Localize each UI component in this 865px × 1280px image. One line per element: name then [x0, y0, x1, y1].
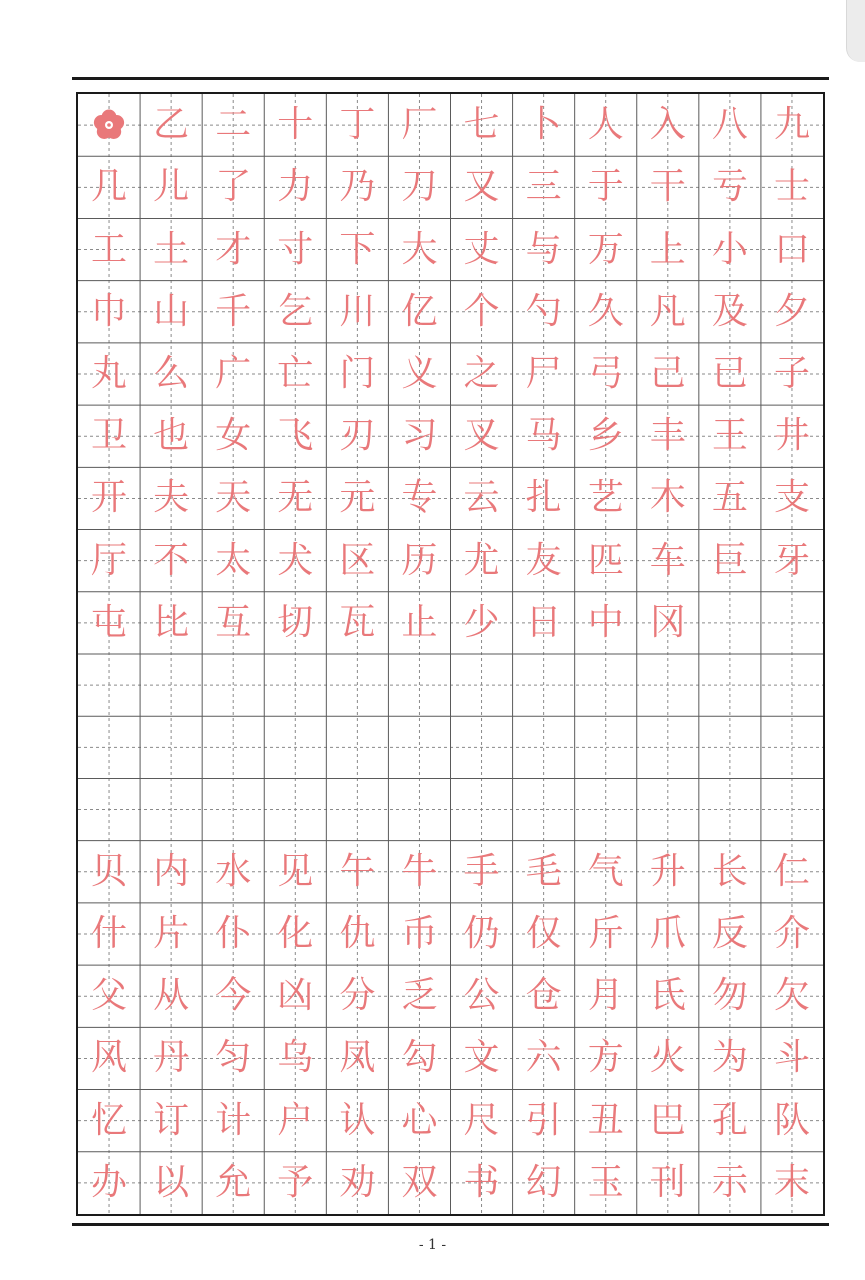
practice-character: 己 — [649, 352, 686, 394]
practice-character: 止 — [401, 601, 438, 643]
practice-character — [699, 654, 761, 716]
practice-character — [699, 778, 761, 840]
practice-character: 见 — [277, 850, 314, 892]
practice-character: 王 — [711, 415, 748, 457]
practice-character: 丰 — [649, 415, 686, 457]
practice-character: 山 — [153, 290, 190, 332]
tianzige-practice-grid — [76, 92, 825, 1216]
practice-character: 凶 — [277, 975, 314, 1017]
practice-character — [264, 778, 326, 840]
practice-character: 于 — [587, 166, 624, 208]
practice-character: 八 — [711, 104, 748, 146]
practice-character — [78, 654, 140, 716]
practice-character: 历 — [401, 539, 438, 581]
practice-character — [575, 778, 637, 840]
practice-character: 夫 — [153, 477, 190, 519]
practice-character: 飞 — [277, 415, 314, 457]
practice-character — [513, 716, 575, 778]
practice-character: 亿 — [401, 290, 438, 332]
practice-character: 双 — [401, 1161, 438, 1203]
practice-character: 土 — [153, 228, 190, 270]
practice-character: 瓦 — [339, 601, 376, 643]
practice-character: 木 — [649, 477, 686, 519]
practice-character — [699, 592, 761, 654]
practice-character: 月 — [587, 975, 624, 1017]
practice-character: 扎 — [525, 477, 562, 519]
practice-character: 从 — [153, 975, 190, 1017]
practice-character: 水 — [215, 850, 252, 892]
practice-character: 了 — [215, 166, 252, 208]
practice-character — [637, 716, 699, 778]
practice-character: 反 — [711, 912, 748, 954]
practice-character: 父 — [91, 975, 128, 1017]
practice-character: 午 — [339, 850, 376, 892]
practice-character: 尺 — [463, 1099, 500, 1141]
practice-character: 长 — [711, 850, 748, 892]
practice-character — [451, 654, 513, 716]
practice-character: 切 — [277, 601, 314, 643]
practice-character: 末 — [773, 1161, 810, 1203]
practice-character: 仓 — [525, 975, 562, 1017]
practice-character — [761, 654, 823, 716]
page-number: - 1 - — [418, 1237, 447, 1253]
practice-character: 示 — [711, 1161, 748, 1203]
practice-character: 斗 — [773, 1037, 810, 1079]
practice-character: 尸 — [525, 352, 562, 394]
practice-character: 友 — [525, 539, 562, 581]
practice-character: 个 — [463, 290, 500, 332]
viewer-edge-tab — [846, 0, 865, 62]
practice-character: 习 — [401, 415, 438, 457]
practice-character: 上 — [649, 228, 686, 270]
practice-character: 气 — [587, 850, 624, 892]
practice-character: 义 — [401, 352, 438, 394]
practice-character — [575, 716, 637, 778]
practice-character: 冈 — [649, 601, 686, 643]
practice-character: 巨 — [711, 539, 748, 581]
practice-character — [140, 716, 202, 778]
practice-character: 无 — [277, 477, 314, 519]
practice-character — [326, 654, 388, 716]
practice-character: 工 — [91, 228, 128, 270]
practice-character: 三 — [525, 166, 562, 208]
practice-character: 及 — [711, 290, 748, 332]
practice-character — [699, 716, 761, 778]
practice-character — [388, 778, 450, 840]
practice-character: 么 — [153, 352, 190, 394]
practice-character: 仁 — [773, 850, 810, 892]
practice-character: 七 — [463, 104, 500, 146]
practice-character: 丹 — [153, 1037, 190, 1079]
practice-character: 十 — [277, 104, 314, 146]
practice-character: 刃 — [339, 415, 376, 457]
practice-character: 子 — [773, 352, 810, 394]
practice-character: 九 — [773, 104, 810, 146]
practice-character: 车 — [649, 539, 686, 581]
practice-character: 仅 — [525, 912, 562, 954]
practice-character: 牙 — [773, 539, 810, 581]
practice-character: 女 — [215, 415, 252, 457]
practice-character: 尤 — [463, 539, 500, 581]
practice-character: 引 — [525, 1099, 562, 1141]
practice-character: 小 — [711, 228, 748, 270]
practice-character: 勿 — [711, 975, 748, 1017]
practice-character: 乞 — [277, 290, 314, 332]
practice-character: 少 — [463, 601, 500, 643]
practice-character: 内 — [153, 850, 190, 892]
practice-character: 马 — [525, 415, 562, 457]
practice-character: 卫 — [91, 415, 128, 457]
practice-character: 天 — [215, 477, 252, 519]
practice-character — [78, 716, 140, 778]
practice-character: 干 — [649, 166, 686, 208]
practice-character: 忆 — [91, 1099, 128, 1141]
practice-character: 牛 — [401, 850, 438, 892]
practice-character: 卜 — [525, 104, 562, 146]
practice-character: 刊 — [649, 1161, 686, 1203]
practice-character — [78, 778, 140, 840]
practice-character — [761, 778, 823, 840]
practice-character: 介 — [773, 912, 810, 954]
practice-character: 玉 — [587, 1161, 624, 1203]
practice-character: 勺 — [525, 290, 562, 332]
practice-character: 风 — [91, 1037, 128, 1079]
practice-character: 力 — [277, 166, 314, 208]
practice-character: 乃 — [339, 166, 376, 208]
practice-character: 孔 — [711, 1099, 748, 1141]
practice-character: 夕 — [773, 290, 810, 332]
practice-character: 片 — [153, 912, 190, 954]
practice-character: 比 — [153, 601, 190, 643]
practice-character: 仇 — [339, 912, 376, 954]
practice-character: 才 — [215, 228, 252, 270]
practice-character: 二 — [215, 104, 252, 146]
practice-character — [513, 778, 575, 840]
practice-character: 氏 — [649, 975, 686, 1017]
practice-character — [202, 778, 264, 840]
practice-character — [761, 716, 823, 778]
practice-character: 屯 — [91, 601, 128, 643]
practice-character: 犬 — [277, 539, 314, 581]
practice-character: 川 — [339, 290, 376, 332]
practice-character: 门 — [339, 352, 376, 394]
practice-character: 以 — [153, 1161, 190, 1203]
practice-character: 厅 — [91, 539, 128, 581]
practice-character: 乏 — [401, 975, 438, 1017]
practice-character: 书 — [463, 1161, 500, 1203]
practice-character: 六 — [525, 1037, 562, 1079]
practice-character: 火 — [649, 1037, 686, 1079]
practice-character: 爪 — [649, 912, 686, 954]
practice-character: 刀 — [401, 166, 438, 208]
practice-character: 人 — [587, 104, 624, 146]
practice-character: 艺 — [587, 477, 624, 519]
practice-character: 办 — [91, 1161, 128, 1203]
bottom-rule — [72, 1223, 829, 1226]
practice-character: 千 — [215, 290, 252, 332]
practice-character: 升 — [649, 850, 686, 892]
practice-character — [326, 778, 388, 840]
practice-character: 户 — [277, 1099, 314, 1141]
practice-character: 叉 — [463, 415, 500, 457]
practice-character: 手 — [463, 850, 500, 892]
practice-character — [140, 654, 202, 716]
practice-character: 订 — [153, 1099, 190, 1141]
practice-character — [761, 592, 823, 654]
practice-character: 勾 — [401, 1037, 438, 1079]
practice-character: 公 — [463, 975, 500, 1017]
practice-character: 方 — [587, 1037, 624, 1079]
practice-character: 予 — [277, 1161, 314, 1203]
practice-character: 斤 — [587, 912, 624, 954]
practice-character: 久 — [587, 290, 624, 332]
practice-character: 劝 — [339, 1161, 376, 1203]
practice-character: 文 — [463, 1037, 500, 1079]
practice-character: 口 — [773, 228, 810, 270]
practice-character: 太 — [215, 539, 252, 581]
practice-character: 区 — [339, 539, 376, 581]
practice-character: 开 — [91, 477, 128, 519]
practice-character: 儿 — [153, 166, 190, 208]
practice-character — [513, 654, 575, 716]
practice-character: 专 — [401, 477, 438, 519]
plum-blossom-icon — [78, 94, 140, 156]
practice-character: 贝 — [91, 850, 128, 892]
practice-character: 井 — [773, 415, 810, 457]
practice-character: 什 — [91, 912, 128, 954]
practice-character: 凤 — [339, 1037, 376, 1079]
practice-character: 中 — [587, 601, 624, 643]
practice-character: 丑 — [587, 1099, 624, 1141]
practice-character: 寸 — [277, 228, 314, 270]
practice-character: 支 — [773, 477, 810, 519]
practice-character: 丸 — [91, 352, 128, 394]
practice-character: 化 — [277, 912, 314, 954]
practice-character: 之 — [463, 352, 500, 394]
practice-character: 与 — [525, 228, 562, 270]
practice-character: 幻 — [525, 1161, 562, 1203]
practice-character: 日 — [525, 601, 562, 643]
practice-character: 计 — [215, 1099, 252, 1141]
practice-character: 元 — [339, 477, 376, 519]
practice-character — [202, 654, 264, 716]
practice-character: 丁 — [339, 104, 376, 146]
top-rule — [72, 77, 829, 80]
practice-character: 几 — [91, 166, 128, 208]
practice-character: 匹 — [587, 539, 624, 581]
practice-character — [451, 778, 513, 840]
practice-character: 凡 — [649, 290, 686, 332]
practice-character: 下 — [339, 228, 376, 270]
practice-character: 弓 — [587, 352, 624, 394]
practice-character: 互 — [215, 601, 252, 643]
practice-character: 又 — [463, 166, 500, 208]
practice-character — [388, 716, 450, 778]
practice-character: 入 — [649, 104, 686, 146]
practice-character: 厂 — [401, 104, 438, 146]
practice-character: 队 — [773, 1099, 810, 1141]
practice-character — [388, 654, 450, 716]
practice-character: 五 — [711, 477, 748, 519]
practice-character: 认 — [339, 1099, 376, 1141]
practice-character: 丈 — [463, 228, 500, 270]
practice-character: 士 — [773, 166, 810, 208]
practice-character — [575, 654, 637, 716]
practice-character: 币 — [401, 912, 438, 954]
practice-character: 不 — [153, 539, 190, 581]
practice-character — [264, 716, 326, 778]
practice-character: 毛 — [525, 850, 562, 892]
practice-character: 允 — [215, 1161, 252, 1203]
practice-character — [451, 716, 513, 778]
practice-character: 亏 — [711, 166, 748, 208]
practice-character: 巾 — [91, 290, 128, 332]
practice-character: 匀 — [215, 1037, 252, 1079]
practice-character: 也 — [153, 415, 190, 457]
practice-character — [637, 654, 699, 716]
practice-character: 今 — [215, 975, 252, 1017]
practice-character: 欠 — [773, 975, 810, 1017]
practice-character: 云 — [463, 477, 500, 519]
practice-character: 万 — [587, 228, 624, 270]
practice-character: 乌 — [277, 1037, 314, 1079]
practice-character: 巴 — [649, 1099, 686, 1141]
practice-character: 乙 — [153, 104, 190, 146]
practice-character: 仆 — [215, 912, 252, 954]
practice-character: 已 — [711, 352, 748, 394]
practice-character — [264, 654, 326, 716]
practice-character: 心 — [401, 1099, 438, 1141]
practice-character — [202, 716, 264, 778]
practice-character — [140, 778, 202, 840]
practice-character: 仍 — [463, 912, 500, 954]
practice-character: 大 — [401, 228, 438, 270]
practice-character — [637, 778, 699, 840]
practice-character: 乡 — [587, 415, 624, 457]
practice-character: 为 — [711, 1037, 748, 1079]
practice-character — [326, 716, 388, 778]
practice-character: 亡 — [277, 352, 314, 394]
practice-character: 分 — [339, 975, 376, 1017]
practice-character: 广 — [215, 352, 252, 394]
